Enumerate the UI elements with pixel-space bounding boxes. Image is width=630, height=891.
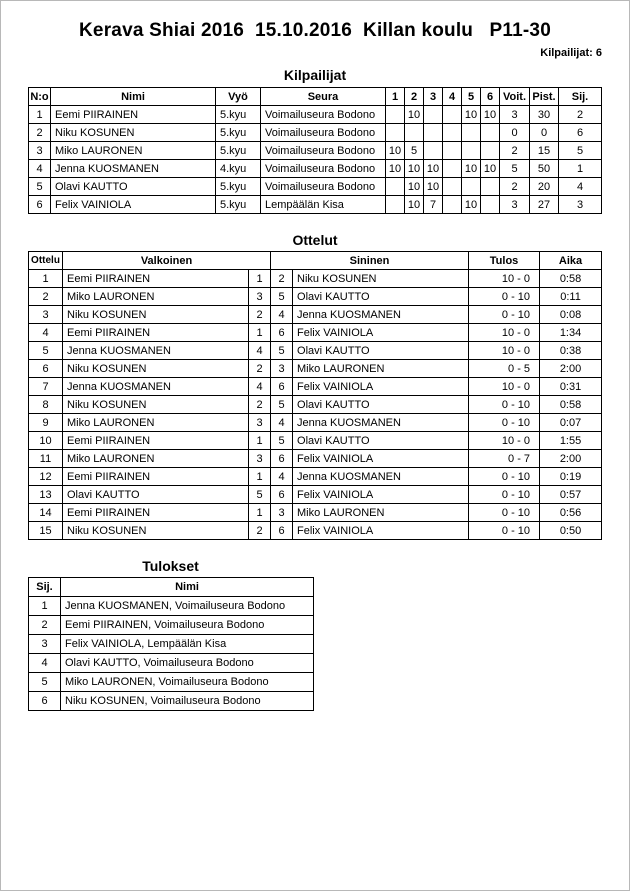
score-grid-cell: 10 <box>386 142 405 160</box>
match-result: 10 - 0 <box>469 378 540 396</box>
blue-competitor-number: 6 <box>271 378 293 396</box>
match-row <box>29 270 602 288</box>
competitor-wins: 0 <box>500 124 530 142</box>
match-result: 0 - 5 <box>469 360 540 378</box>
white-competitor-name: Niku KOSUNEN <box>63 522 249 540</box>
match-time: 0:08 <box>540 306 602 324</box>
white-competitor-name: Miko LAURONEN <box>63 414 249 432</box>
column-header: Voit. <box>500 88 530 106</box>
match-result: 0 - 10 <box>469 468 540 486</box>
column-header: 4 <box>443 88 462 106</box>
match-result: 10 - 0 <box>469 432 540 450</box>
competitor-place: 4 <box>559 178 602 196</box>
white-competitor-name: Jenna KUOSMANEN <box>63 342 249 360</box>
competitor-belt: 5.kyu <box>216 106 261 124</box>
white-competitor-name: Niku KOSUNEN <box>63 360 249 378</box>
score-grid-cell: 10 <box>405 106 424 124</box>
match-result: 10 - 0 <box>469 342 540 360</box>
white-competitor-number: 1 <box>249 270 271 288</box>
match-time: 0:58 <box>540 270 602 288</box>
score-grid-cell <box>424 106 443 124</box>
column-header: Valkoinen <box>63 252 271 270</box>
white-competitor-name: Eemi PIIRAINEN <box>63 468 249 486</box>
blue-competitor-number: 4 <box>271 468 293 486</box>
match-result: 0 - 10 <box>469 522 540 540</box>
competitor-place: 5 <box>559 142 602 160</box>
white-competitor-number: 2 <box>249 360 271 378</box>
match-row <box>29 342 602 360</box>
white-competitor-name: Miko LAURONEN <box>63 288 249 306</box>
score-grid-cell <box>481 196 500 214</box>
competitor-place: 2 <box>559 106 602 124</box>
white-competitor-number: 1 <box>249 432 271 450</box>
score-grid-cell: 10 <box>405 160 424 178</box>
result-name: Miko LAURONEN, Voimailuseura Bodono <box>61 673 314 692</box>
blue-competitor-number: 5 <box>271 396 293 414</box>
match-result: 0 - 10 <box>469 396 540 414</box>
competitor-row <box>29 142 602 160</box>
match-row <box>29 522 602 540</box>
white-competitor-name: Niku KOSUNEN <box>63 396 249 414</box>
white-competitor-number: 2 <box>249 522 271 540</box>
match-result: 0 - 10 <box>469 504 540 522</box>
competitor-row <box>29 178 602 196</box>
result-name: Felix VAINIOLA, Lempäälän Kisa <box>61 635 314 654</box>
column-header: 6 <box>481 88 500 106</box>
competitors-header-row <box>29 88 602 106</box>
competitor-row <box>29 106 602 124</box>
blue-competitor-number: 5 <box>271 432 293 450</box>
competitor-row <box>29 124 602 142</box>
match-time: 0:50 <box>540 522 602 540</box>
result-row <box>29 616 314 635</box>
competitor-number: 5 <box>29 178 51 196</box>
competitor-number: 4 <box>29 160 51 178</box>
score-grid-cell: 7 <box>424 196 443 214</box>
blue-competitor-number: 5 <box>271 342 293 360</box>
competitor-place: 1 <box>559 160 602 178</box>
competitor-place: 3 <box>559 196 602 214</box>
competitor-name: Niku KOSUNEN <box>51 124 216 142</box>
match-result: 10 - 0 <box>469 270 540 288</box>
blue-competitor-number: 3 <box>271 504 293 522</box>
competitor-points: 0 <box>530 124 559 142</box>
match-number: 1 <box>29 270 63 288</box>
blue-competitor-number: 4 <box>271 306 293 324</box>
match-time: 1:34 <box>540 324 602 342</box>
score-grid-cell <box>443 196 462 214</box>
result-name: Niku KOSUNEN, Voimailuseura Bodono <box>61 692 314 711</box>
blue-competitor-name: Olavi KAUTTO <box>293 288 469 306</box>
column-header: Tulos <box>469 252 540 270</box>
column-header: Nimi <box>51 88 216 106</box>
match-number: 9 <box>29 414 63 432</box>
match-time: 0:38 <box>540 342 602 360</box>
match-time: 0:19 <box>540 468 602 486</box>
white-competitor-number: 1 <box>249 504 271 522</box>
match-result: 0 - 7 <box>469 450 540 468</box>
column-header: Ottelu <box>29 252 63 270</box>
competitor-club: Voimailuseura Bodono <box>261 106 386 124</box>
competitor-place: 6 <box>559 124 602 142</box>
column-header: 3 <box>424 88 443 106</box>
competitor-club: Voimailuseura Bodono <box>261 178 386 196</box>
white-competitor-name: Niku KOSUNEN <box>63 306 249 324</box>
results-section <box>28 558 313 574</box>
score-grid-cell: 5 <box>405 142 424 160</box>
score-grid-cell <box>424 124 443 142</box>
column-header: Aika <box>540 252 602 270</box>
blue-competitor-name: Miko LAURONEN <box>293 360 469 378</box>
match-row <box>29 306 602 324</box>
score-grid-cell <box>405 124 424 142</box>
result-name: Eemi PIIRAINEN, Voimailuseura Bodono <box>61 616 314 635</box>
white-competitor-name: Eemi PIIRAINEN <box>63 324 249 342</box>
score-grid-cell <box>443 160 462 178</box>
competitor-number: 3 <box>29 142 51 160</box>
match-row <box>29 414 602 432</box>
competitor-club: Voimailuseura Bodono <box>261 124 386 142</box>
score-grid-cell <box>443 106 462 124</box>
matches-header <box>29 252 602 270</box>
score-grid-cell: 10 <box>462 160 481 178</box>
competitor-name: Olavi KAUTTO <box>51 178 216 196</box>
match-time: 0:56 <box>540 504 602 522</box>
white-competitor-number: 3 <box>249 288 271 306</box>
column-header: 2 <box>405 88 424 106</box>
blue-competitor-name: Olavi KAUTTO <box>293 396 469 414</box>
white-competitor-number: 1 <box>249 468 271 486</box>
blue-competitor-number: 6 <box>271 450 293 468</box>
competitor-points: 50 <box>530 160 559 178</box>
blue-competitor-name: Jenna KUOSMANEN <box>293 468 469 486</box>
competitor-belt: 5.kyu <box>216 196 261 214</box>
white-competitor-name: Olavi KAUTTO <box>63 486 249 504</box>
competitors-body <box>29 106 602 214</box>
page-title: Kerava Shiai 2016 15.10.2016 Killan koulu P11-30 <box>79 20 551 41</box>
match-row <box>29 432 602 450</box>
score-grid-cell <box>443 178 462 196</box>
match-time: 0:58 <box>540 396 602 414</box>
match-number: 15 <box>29 522 63 540</box>
column-header: Vyö <box>216 88 261 106</box>
competitor-club: Voimailuseura Bodono <box>261 160 386 178</box>
competitor-number: 2 <box>29 124 51 142</box>
match-result: 0 - 10 <box>469 288 540 306</box>
score-grid-cell: 10 <box>405 178 424 196</box>
column-header: Sij. <box>559 88 602 106</box>
matches-section-title: Ottelut <box>292 232 338 248</box>
column-header: Sij. <box>29 578 61 597</box>
score-grid-cell <box>386 106 405 124</box>
result-row <box>29 654 314 673</box>
white-competitor-name: Eemi PIIRAINEN <box>63 504 249 522</box>
score-grid-cell <box>481 124 500 142</box>
competitor-wins: 3 <box>500 196 530 214</box>
competitor-belt: 5.kyu <box>216 124 261 142</box>
competitor-belt: 4.kyu <box>216 160 261 178</box>
matches-body <box>29 270 602 540</box>
match-row <box>29 288 602 306</box>
competitor-points: 30 <box>530 106 559 124</box>
matches-header-row <box>29 252 602 270</box>
match-number: 2 <box>29 288 63 306</box>
score-grid-cell: 10 <box>481 160 500 178</box>
blue-competitor-name: Felix VAINIOLA <box>293 324 469 342</box>
result-name: Jenna KUOSMANEN, Voimailuseura Bodono <box>61 597 314 616</box>
blue-competitor-number: 6 <box>271 324 293 342</box>
result-row <box>29 673 314 692</box>
match-number: 14 <box>29 504 63 522</box>
score-grid-cell <box>443 142 462 160</box>
competitor-number: 6 <box>29 196 51 214</box>
blue-competitor-name: Jenna KUOSMANEN <box>293 414 469 432</box>
match-number: 12 <box>29 468 63 486</box>
score-grid-cell <box>481 178 500 196</box>
white-competitor-number: 4 <box>249 378 271 396</box>
match-time: 2:00 <box>540 450 602 468</box>
score-grid-cell: 10 <box>424 178 443 196</box>
score-grid-cell <box>424 142 443 160</box>
blue-competitor-number: 6 <box>271 522 293 540</box>
result-place: 1 <box>29 597 61 616</box>
match-time: 0:11 <box>540 288 602 306</box>
competitors-header <box>29 88 602 106</box>
competitors-table <box>28 87 602 214</box>
score-grid-cell <box>386 124 405 142</box>
score-grid-cell <box>443 124 462 142</box>
match-number: 5 <box>29 342 63 360</box>
match-row <box>29 468 602 486</box>
match-row <box>29 396 602 414</box>
score-grid-cell <box>386 196 405 214</box>
result-name: Olavi KAUTTO, Voimailuseura Bodono <box>61 654 314 673</box>
match-number: 11 <box>29 450 63 468</box>
score-grid-cell: 10 <box>405 196 424 214</box>
match-number: 4 <box>29 324 63 342</box>
score-grid-cell: 10 <box>462 106 481 124</box>
match-number: 7 <box>29 378 63 396</box>
blue-competitor-number: 5 <box>271 288 293 306</box>
competitor-belt: 5.kyu <box>216 178 261 196</box>
column-header: Nimi <box>61 578 314 597</box>
competitor-wins: 5 <box>500 160 530 178</box>
competitor-wins: 3 <box>500 106 530 124</box>
competitor-club: Lempäälän Kisa <box>261 196 386 214</box>
blue-competitor-name: Miko LAURONEN <box>293 504 469 522</box>
score-grid-cell: 10 <box>462 196 481 214</box>
match-row <box>29 360 602 378</box>
competitor-points: 27 <box>530 196 559 214</box>
result-place: 5 <box>29 673 61 692</box>
results-header-row <box>29 578 314 597</box>
blue-competitor-name: Jenna KUOSMANEN <box>293 306 469 324</box>
competitors-count: Kilpailijat: 6 <box>540 47 602 59</box>
white-competitor-number: 5 <box>249 486 271 504</box>
score-grid-cell: 10 <box>424 160 443 178</box>
result-place: 6 <box>29 692 61 711</box>
white-competitor-number: 3 <box>249 450 271 468</box>
competitor-number: 1 <box>29 106 51 124</box>
column-header: Seura <box>261 88 386 106</box>
match-time: 0:31 <box>540 378 602 396</box>
white-competitor-name: Eemi PIIRAINEN <box>63 432 249 450</box>
match-number: 6 <box>29 360 63 378</box>
score-grid-cell <box>386 178 405 196</box>
match-row <box>29 324 602 342</box>
white-competitor-number: 4 <box>249 342 271 360</box>
white-competitor-name: Miko LAURONEN <box>63 450 249 468</box>
competitor-row <box>29 196 602 214</box>
match-result: 10 - 0 <box>469 324 540 342</box>
score-grid-cell <box>462 178 481 196</box>
result-row <box>29 692 314 711</box>
competitor-name: Felix VAINIOLA <box>51 196 216 214</box>
match-time: 0:57 <box>540 486 602 504</box>
results-header <box>29 578 314 597</box>
white-competitor-number: 2 <box>249 306 271 324</box>
result-row <box>29 635 314 654</box>
match-number: 3 <box>29 306 63 324</box>
white-competitor-name: Eemi PIIRAINEN <box>63 270 249 288</box>
blue-competitor-number: 4 <box>271 414 293 432</box>
blue-competitor-name: Niku KOSUNEN <box>293 270 469 288</box>
column-header: 1 <box>386 88 405 106</box>
match-number: 10 <box>29 432 63 450</box>
result-place: 4 <box>29 654 61 673</box>
column-header: N:o <box>29 88 51 106</box>
match-time: 2:00 <box>540 360 602 378</box>
competitor-club: Voimailuseura Bodono <box>261 142 386 160</box>
competitor-wins: 2 <box>500 178 530 196</box>
competitor-points: 20 <box>530 178 559 196</box>
score-grid-cell <box>481 142 500 160</box>
results-section-title: Tulokset <box>142 558 199 574</box>
score-grid-cell: 10 <box>481 106 500 124</box>
match-result: 0 - 10 <box>469 486 540 504</box>
score-grid-cell <box>462 124 481 142</box>
results-body <box>29 597 314 711</box>
white-competitor-number: 2 <box>249 396 271 414</box>
match-row <box>29 504 602 522</box>
white-competitor-name: Jenna KUOSMANEN <box>63 378 249 396</box>
result-row <box>29 597 314 616</box>
blue-competitor-number: 2 <box>271 270 293 288</box>
competitor-name: Miko LAURONEN <box>51 142 216 160</box>
competitor-name: Jenna KUOSMANEN <box>51 160 216 178</box>
competitors-section-title: Kilpailijat <box>283 67 347 83</box>
blue-competitor-name: Felix VAINIOLA <box>293 450 469 468</box>
match-result: 0 - 10 <box>469 306 540 324</box>
match-row <box>29 486 602 504</box>
competitor-wins: 2 <box>500 142 530 160</box>
result-place: 3 <box>29 635 61 654</box>
blue-competitor-name: Felix VAINIOLA <box>293 378 469 396</box>
match-number: 8 <box>29 396 63 414</box>
match-row <box>29 450 602 468</box>
results-table <box>28 577 314 711</box>
match-time: 1:55 <box>540 432 602 450</box>
competitor-row <box>29 160 602 178</box>
blue-competitor-number: 6 <box>271 486 293 504</box>
match-row <box>29 378 602 396</box>
competitor-belt: 5.kyu <box>216 142 261 160</box>
score-grid-cell <box>462 142 481 160</box>
column-header: Pist. <box>530 88 559 106</box>
blue-competitor-name: Felix VAINIOLA <box>293 486 469 504</box>
competitor-name: Eemi PIIRAINEN <box>51 106 216 124</box>
matches-table <box>28 251 602 540</box>
white-competitor-number: 3 <box>249 414 271 432</box>
white-competitor-number: 1 <box>249 324 271 342</box>
score-grid-cell: 10 <box>386 160 405 178</box>
result-place: 2 <box>29 616 61 635</box>
blue-competitor-name: Felix VAINIOLA <box>293 522 469 540</box>
column-header: Sininen <box>271 252 469 270</box>
blue-competitor-name: Olavi KAUTTO <box>293 342 469 360</box>
blue-competitor-name: Olavi KAUTTO <box>293 432 469 450</box>
match-result: 0 - 10 <box>469 414 540 432</box>
competitor-points: 15 <box>530 142 559 160</box>
match-number: 13 <box>29 486 63 504</box>
blue-competitor-number: 3 <box>271 360 293 378</box>
match-time: 0:07 <box>540 414 602 432</box>
column-header: 5 <box>462 88 481 106</box>
